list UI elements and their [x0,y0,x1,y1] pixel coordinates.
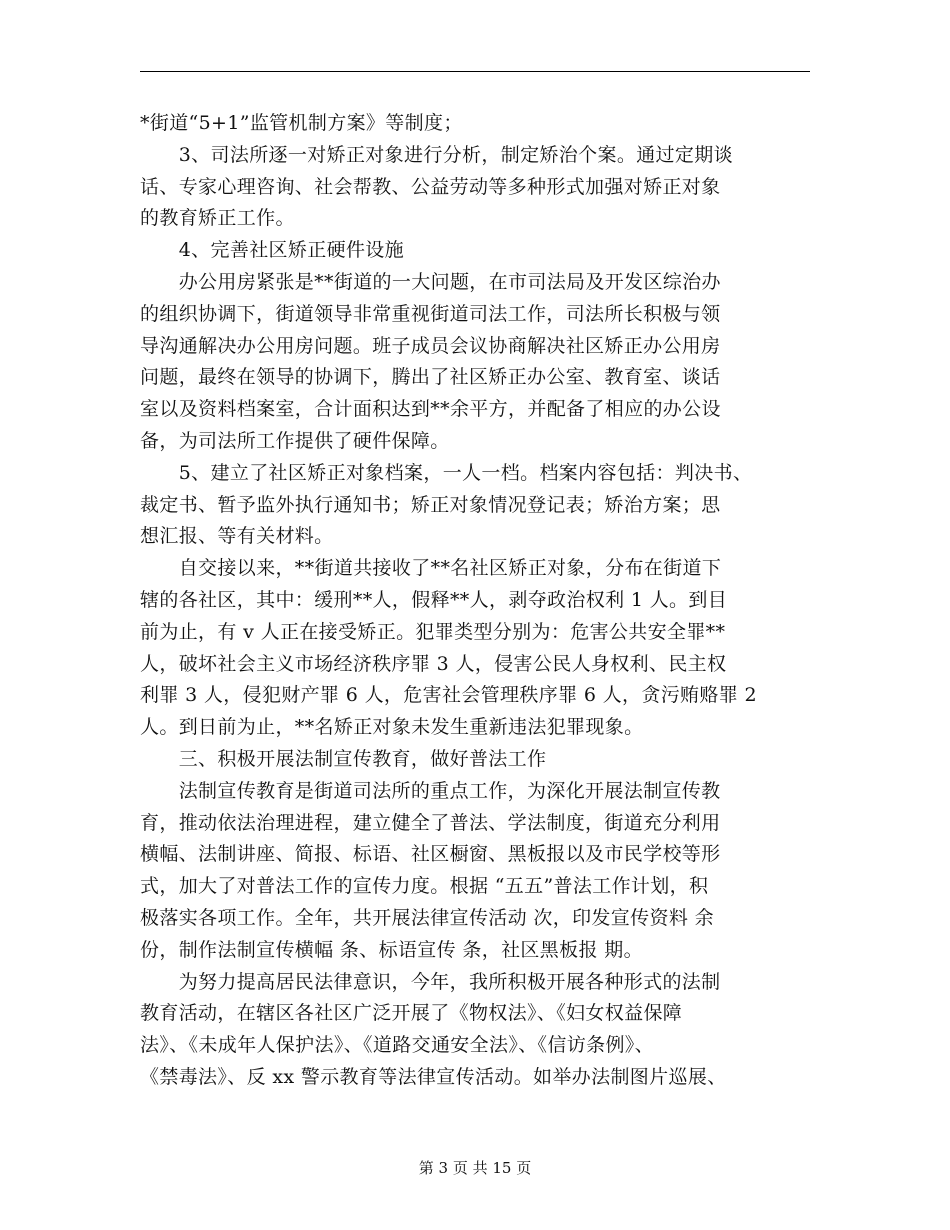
text-line: 《禁毒法》、反 xx 警示教育等法律宣传活动。如举办法制图片巡展、 [140,1065,727,1088]
text-line: *街道“5+1”监管机制方案》等制度； [140,112,463,134]
text-line: 份，制作法制宣传横幅 条、标语宣传 条，社区黑板报 期。 [140,938,643,961]
text-line: 问题，最终在领导的协调下，腾出了社区矫正办公室、教育室、谈话 [140,366,721,389]
text-line: 前为止，有 v 人正在接受矫正。犯罪类型分别为：危害公共安全罪** [140,620,726,643]
text-line: 法制宣传教育是街道司法所的重点工作，为深化开展法制宣传教 [140,779,721,802]
text-line: 为努力提高居民法律意识，今年，我所积极开展各种形式的法制 [140,970,721,993]
text-line: 想汇报、等有关材料。 [140,525,334,548]
text-line: 导沟通解决办公用房问题。班子成员会议协商解决社区矫正办公用房 [140,334,721,357]
text-line: 法》、《未成年人保护法》、《道路交通安全法》、《信访条例》、 [140,1034,655,1057]
text-line: 话、专家心理咨询、社会帮教、公益劳动等多种形式加强对矫正对象 [140,175,721,198]
section-heading: 4、完善社区矫正硬件设施 [140,239,404,262]
text-line: 式，加大了对普法工作的宣传力度。根据 “五五”普法工作计划，积 [140,875,709,898]
text-line: 自交接以来，**街道共接收了**名社区矫正对象，分布在街道下 [140,557,722,580]
text-line: 辖的各社区，其中：缓刑**人，假释**人，剥夺政治权利 1 人。到目 [140,588,728,611]
text-line: 教育活动，在辖区各社区广泛开展了《物权法》、《妇女权益保障 [140,1002,683,1025]
text-line: 裁定书、暂予监外执行通知书；矫正对象情况登记表；矫治方案；思 [140,493,721,516]
text-line: 的组织协调下，街道领导非常重视街道司法工作，司法所长积极与领 [140,302,721,325]
document-body [140,108,812,1094]
text-line: 利罪 3 人，侵犯财产罪 6 人，危害社会管理秩序罪 6 人，贪污贿赂罪 2 [140,684,757,707]
text-line: 横幅、法制讲座、简报、标语、社区橱窗、黑板报以及市民学校等形 [140,843,721,866]
text-line: 极落实各项工作。全年，共开展法律宣传活动 次，印发宣传资料 余 [140,906,714,929]
text-line: 3、司法所逐一对矫正对象进行分析，制定矫治个案。通过定期谈 [140,143,733,166]
text-line: 人。到日前为止，**名矫正对象未发生重新违法犯罪现象。 [140,716,644,739]
text-line: 5、建立了社区矫正对象档案，一人一档。档案内容包括：判决书、 [140,461,753,484]
section-heading: 三、积极开展法制宣传教育，做好普法工作 [140,747,547,770]
text-line: 的教育矫正工作。 [140,207,295,230]
header-rule [140,71,810,72]
text-line: 育，推动依法治理进程，建立健全了普法、学法制度，街道充分利用 [140,811,721,834]
text-line: 备，为司法所工作提供了硬件保障。 [140,429,450,452]
text-line: 室以及资料档案室，合计面积达到**余平方，并配备了相应的办公设 [140,398,721,421]
page-number-footer: 第 3 页 共 15 页 [418,1159,532,1177]
text-line: 人，破坏社会主义市场经济秩序罪 3 人，侵害公民人身权利、民主权 [140,652,727,675]
text-line: 办公用房紧张是**街道的一大问题，在市司法局及开发区综治办 [140,270,721,293]
